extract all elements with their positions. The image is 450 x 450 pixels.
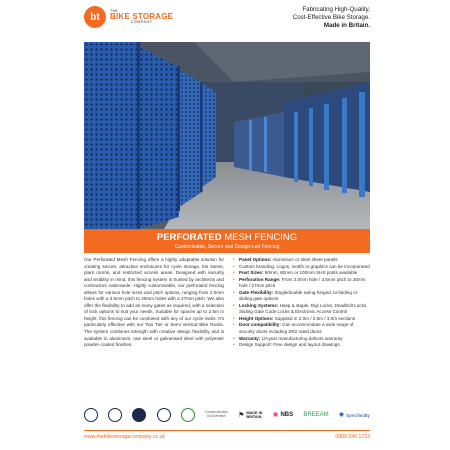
feature-label: Warranty:: [239, 335, 261, 341]
logo-mark: bt: [84, 6, 106, 28]
feature-label: Perforation Range:: [239, 276, 281, 282]
title-banner: [84, 229, 370, 253]
feature-label: Gate Flexibility:: [239, 289, 274, 295]
feature-text: Supplied in 2.0m / 2.5m / 3.0m sections: [273, 315, 356, 321]
page-title: [84, 229, 370, 244]
feature-text: From 2.0mm hole / 3.5mm pitch to 20mm hole / 27mm pitch: [239, 276, 366, 289]
company-logo[interactable]: [84, 6, 173, 28]
feature-text: Design Support: Free design and layout drawings: [239, 342, 340, 348]
title-bold: PERFORATED: [156, 232, 222, 243]
feature-item: [233, 290, 370, 303]
feature-label: Height Options:: [239, 315, 274, 321]
tagline-line-3: Made in Britain.: [323, 22, 370, 29]
constructionline-logo: Constructionline Gold Member: [205, 410, 228, 418]
feature-text: Custom branding: Logos, motifs or graphics can be incorporated: [239, 263, 370, 269]
feature-text: Aluminium or steel sheet panels: [271, 257, 338, 262]
iso-14001-badge-icon: [108, 408, 122, 422]
feature-list: [233, 257, 370, 349]
iso-45001-badge-icon: [132, 408, 146, 422]
tagline: [293, 6, 370, 30]
feature-label: Locking Systems:: [239, 302, 279, 308]
website-link[interactable]: www.thebikestoragecompany.co.uk: [84, 434, 165, 440]
phone-number[interactable]: 0800 246 1723: [335, 434, 370, 440]
accreditation-logos: [84, 404, 370, 426]
made-in-britain-logo: ⚑ MADE IN BRITAIN: [238, 410, 263, 419]
union-flag-icon: ⚑: [238, 411, 245, 419]
mesh-fencing-photo: [84, 42, 370, 229]
hero-photo: [84, 42, 370, 229]
breeam-logo: BREEAM: [303, 412, 329, 418]
logo-name: BIKE STORAGE: [110, 12, 174, 21]
header: [84, 2, 370, 42]
feature-item: [233, 277, 370, 290]
logo-wordmark: [110, 10, 173, 25]
chas-badge-icon: [181, 408, 195, 422]
iso-27001-badge-icon: [157, 408, 171, 422]
tagline-line-2: Cost-Effective Bike Storage.: [292, 14, 370, 21]
title-rest: MESH FENCING: [221, 232, 298, 243]
specifiedby-logo: ◉ SpecifiedBy: [338, 411, 370, 418]
footer: [84, 430, 370, 442]
description-paragraph: Our Perforated Mesh Fencing offers a highly adaptable solution for creating secure, attractive enclosures for cycle storage, bin stores, plant rooms, and restricted access areas. Designed with security and visibility in mind, this fencing system is trusted by architects and contractors nationwide. Highly customisable, our perforated fencing allows for various hole sizes and pitch options, ranging from 2.0mm holes with a 3.5mm pitch to 20mm holes with a 27mm pitch. We also offer the flexibility to add as many gates as required, with a selection of lock options to suit your needs. Suitable for spaces up to 2.5m in height, this fencing can be combined with any of our cycle racks. It's particularly effective with our Two Tier or Semi Vertical Bike Racks. The system combines strength with creative design flexibility and is available in aluminium, raw steel or galvanised steel with polyester powder-coated finishes.: [84, 257, 224, 348]
logo-the: THE: [110, 8, 118, 13]
specifiedby-icon: ◉: [338, 411, 345, 418]
feature-item: [233, 342, 370, 349]
feature-label: Panel Options:: [239, 257, 272, 262]
feature-text: Single/double swing-hinged, bi-folding or sliding gate options: [239, 289, 358, 302]
feature-item: [233, 303, 370, 316]
iso-9001-badge-icon: [84, 408, 98, 422]
feature-text: Hasp & staple, Digi Locks, Deadbolt Locks, Sliding Gate Code Locks & Electronic Access Control: [239, 302, 368, 315]
feature-text: 60mm, 80mm or 100mm SHS posts available: [263, 270, 358, 276]
feature-item: [233, 322, 370, 335]
nbs-star-icon: ✺: [272, 411, 279, 419]
feature-label: Post Sizes:: [239, 270, 264, 276]
feature-text: Can accommodate a wide range of security doors including SR2 rated doors: [239, 322, 354, 335]
feature-text: 10-year manufacturing defects warranty: [260, 335, 343, 341]
tagline-line-1: Fabricating High-Quality,: [302, 6, 370, 13]
logo-company: COMPANY: [130, 20, 153, 24]
feature-label: Door compatibility:: [239, 322, 281, 328]
nbs-logo: ✺ NBS: [272, 411, 294, 419]
page-subtitle: Customisable, Secure and Design-Led Fencing: [174, 244, 280, 250]
